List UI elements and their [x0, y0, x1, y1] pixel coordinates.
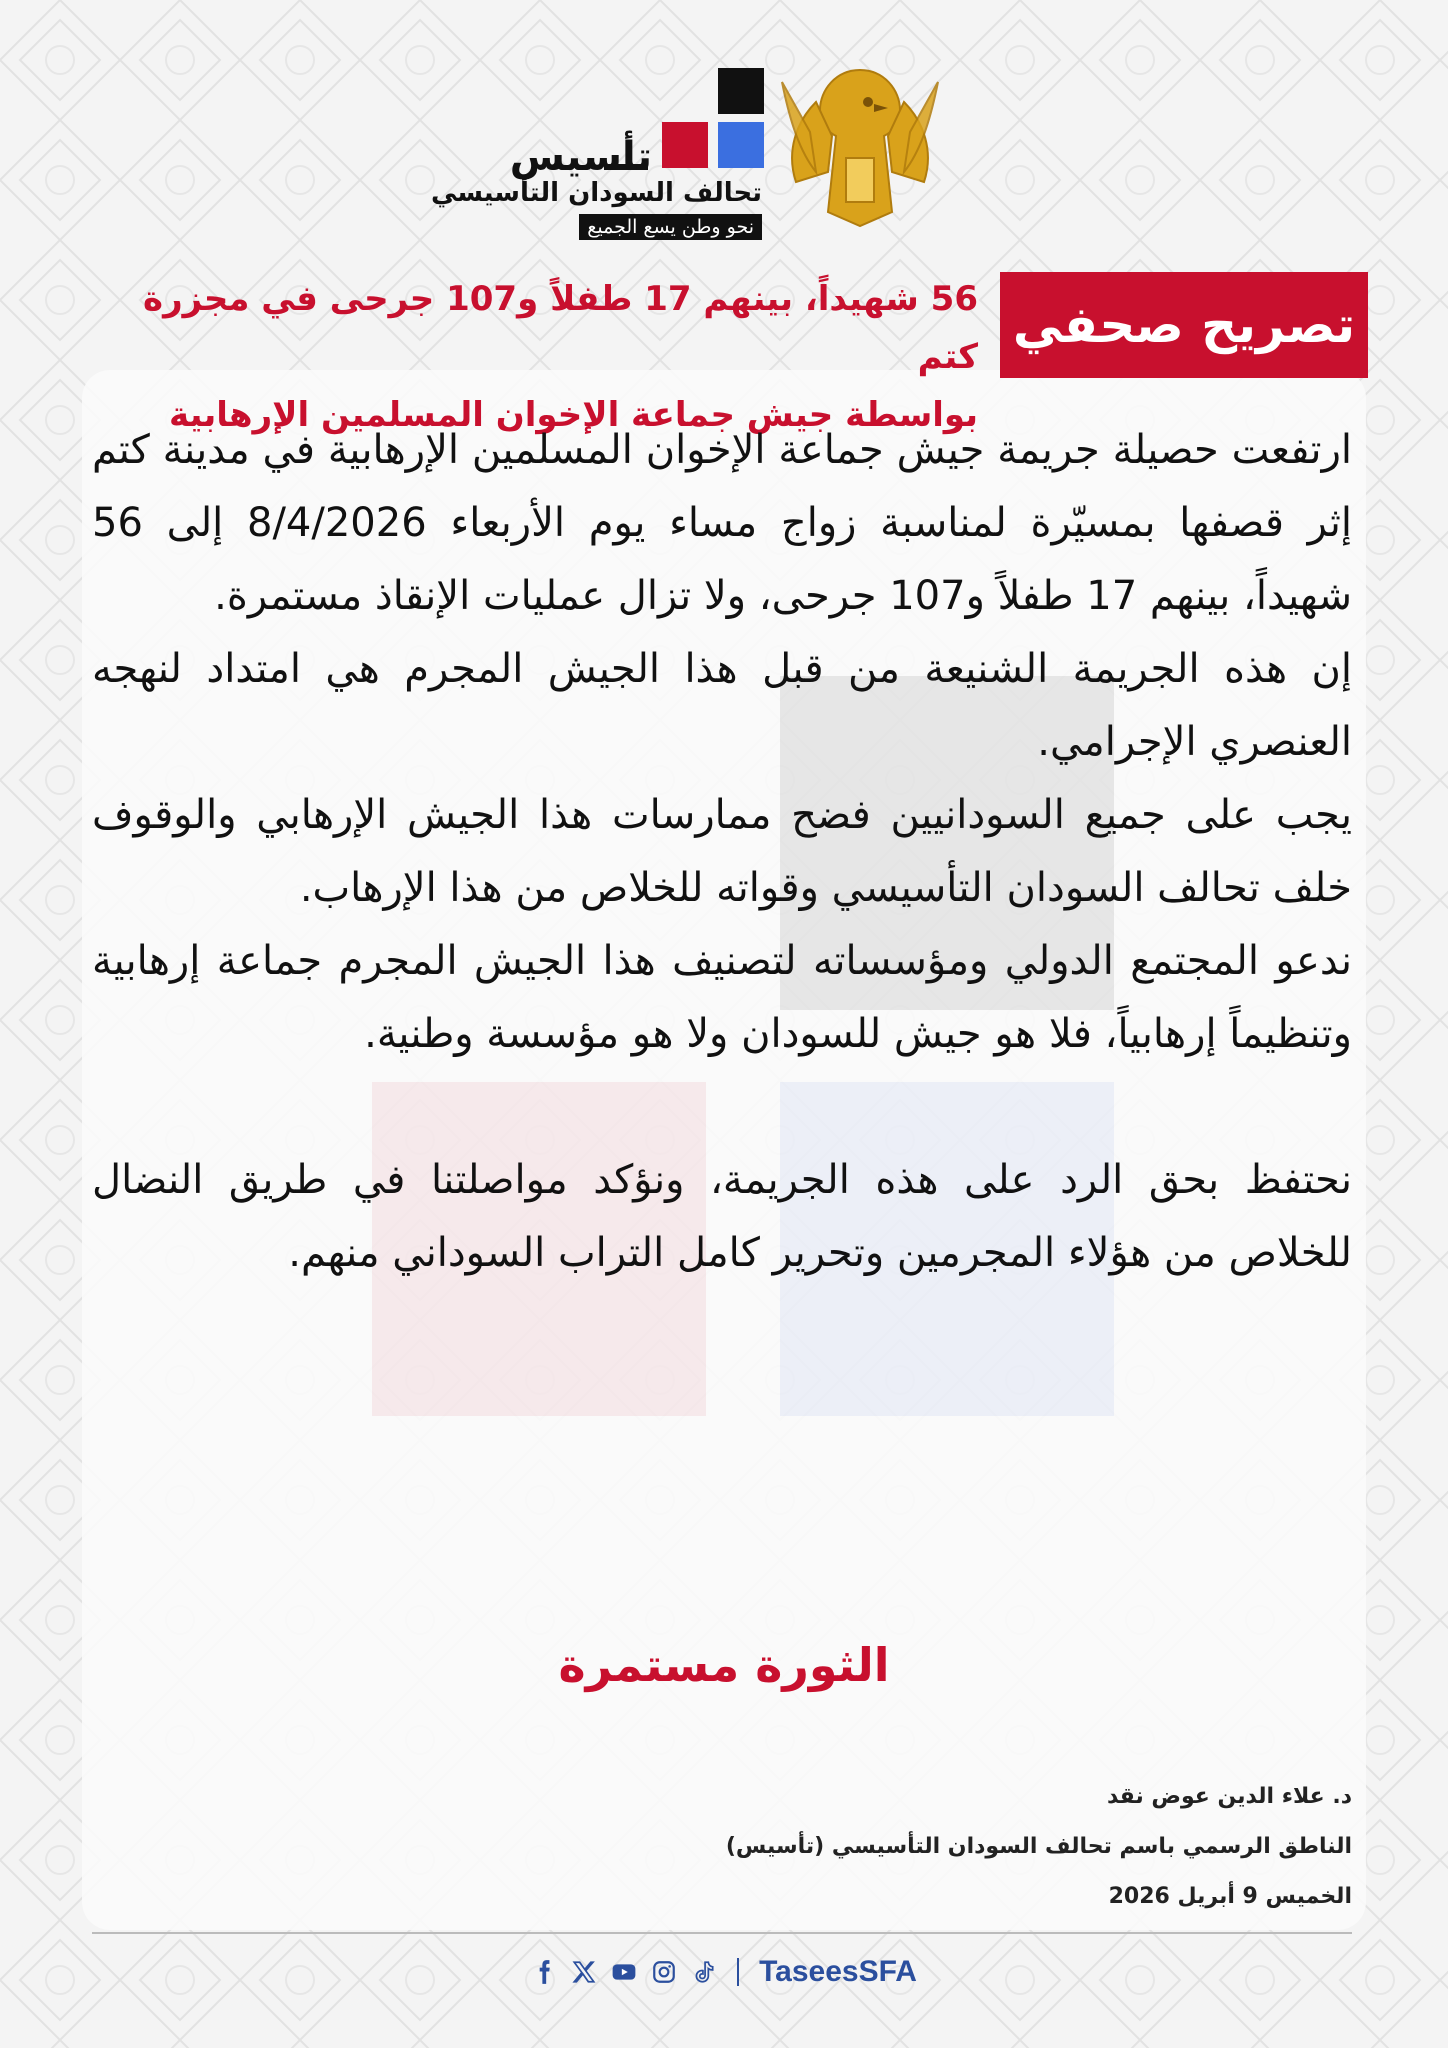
paragraph-4: ندعو المجتمع الدولي ومؤسساته لتصنيف هذا الجيش المجرم جماعة إرهابية وتنظيماً إرهابياً، فلا هو جيش للسودان ولا هو مؤسسة وطنية. — [92, 938, 1352, 1057]
logo-black-square — [718, 68, 764, 114]
sudan-emblem-icon — [776, 62, 944, 234]
logo-blue-square — [718, 122, 764, 168]
statement-date: الخميس 9 أبريل 2026 — [1108, 1884, 1352, 1909]
x-icon[interactable] — [571, 1959, 597, 1985]
facebook-icon[interactable] — [531, 1959, 557, 1985]
tasees-logo — [431, 60, 770, 250]
statement-body — [92, 414, 1352, 1290]
paragraph-2: إن هذه الجريمة الشنيعة من قبل هذا الجيش المجرم هي امتداد لنهجه العنصري الإجرامي. — [92, 646, 1352, 765]
headline-line-2: بواسطة جيش جماعة الإخوان المسلمين الإرهابية — [168, 395, 978, 435]
signatory-role: الناطق الرسمي باسم تحالف السودان التأسيسي (تأسيس) — [725, 1834, 1352, 1859]
brand-name: تأسيس — [509, 134, 652, 180]
revolution-slogan: الثورة مستمرة — [558, 1638, 890, 1692]
footer — [0, 1942, 1448, 2002]
signatory-name: د. علاء الدين عوض نقد — [1106, 1784, 1352, 1809]
press-release-title: تصريح صحفي — [1012, 296, 1356, 354]
press-release-badge — [1000, 272, 1368, 378]
youtube-icon[interactable] — [611, 1959, 637, 1985]
headline-line-1: 56 شهيداً، بينهم 17 طفلاً و107 جرحى في مجزرة كتم — [143, 279, 978, 377]
footer-divider — [92, 1932, 1352, 1934]
brand-subtitle: تحالف السودان التأسيسي — [431, 178, 762, 208]
logo-red-square — [662, 122, 708, 168]
paragraph-1: ارتفعت حصيلة جريمة جيش جماعة الإخوان المسلمين الإرهابية في مدينة كتم إثر قصفها بمسيّرة لمناسبة زواج مساء يوم الأربعاء 8/4/2026 إلى 56 شهيداً، بينهم 17 طفلاً و107 جرحى، ولا تزال عمليات الإنقاذ مستمرة. — [92, 427, 1352, 619]
footer-separator — [737, 1958, 739, 1986]
social-handle[interactable]: TaseesSFA — [759, 1955, 917, 1988]
paragraph-3: يجب على جميع السودانيين فضح ممارسات هذا الجيش الإرهابي والوقوف خلف تحالف السودان التأسيسي وقواته للخلاص من هذا الإرهاب. — [92, 792, 1352, 911]
signature-block — [452, 1772, 1352, 1922]
tiktok-icon[interactable] — [691, 1959, 717, 1985]
paragraph-5: نحتفظ بحق الرد على هذه الجريمة، ونؤكد مواصلتنا في طريق النضال للخلاص من هؤلاء المجرمين وتحرير كامل التراب السوداني منهم. — [92, 1157, 1352, 1276]
brand-slogan: نحو وطن يسع الجميع — [579, 214, 762, 240]
instagram-icon[interactable] — [651, 1959, 677, 1985]
